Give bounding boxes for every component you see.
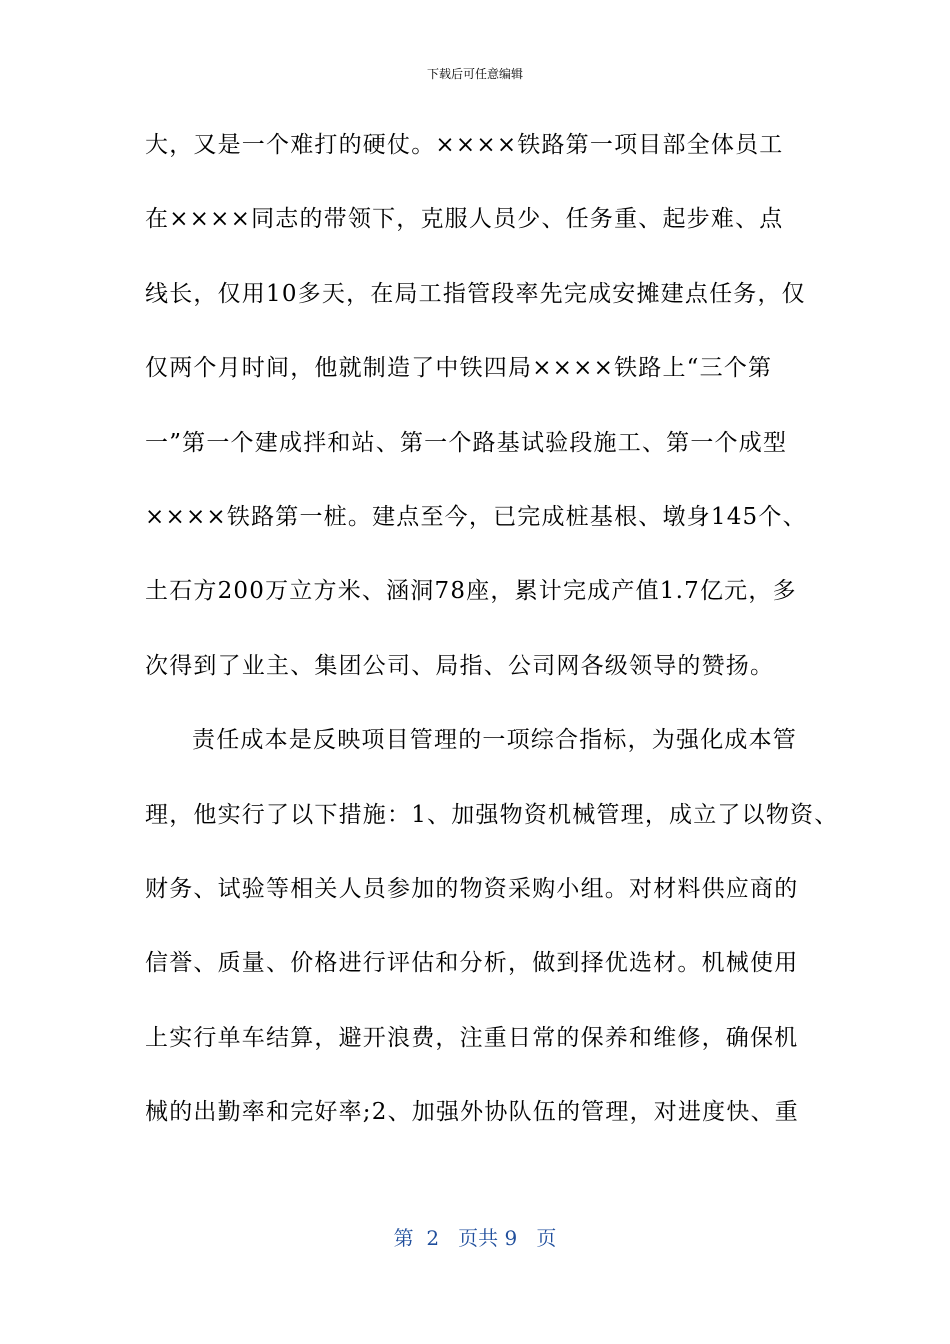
paragraph-start-line: 责任成本是反映项目管理的一项综合指标，为强化成本管 [192, 727, 797, 754]
page-header: 下载后可任意编辑 [426, 67, 523, 81]
text-line: ××××铁路第一桩。建点至今，已完成桩基根、墩身145个、 [145, 503, 807, 530]
text-line: 一”第一个建成拌和站、第一个路基试验段施工、第一个成型 [145, 429, 788, 456]
text-line: 在××××同志的带领下，克服人员少、任务重、起步难、点 [145, 206, 784, 233]
body-text [145, 124, 839, 1165]
text-line: 土石方200万立方米、涵洞78座，累计完成产值1.7亿元，多 [145, 578, 797, 605]
text-line: 信誉、质量、价格进行评估和分析，做到择优选材。机械使用 [145, 950, 799, 977]
text-line: 上实行单车结算，避开浪费，注重日常的保养和维修，确保机 [145, 1024, 799, 1051]
page-number-footer: 第 2 页共 9 页 [393, 1226, 557, 1250]
text-line: 线长，仅用10多天，在局工指管段率先完成安摊建点任务，仅 [145, 280, 806, 307]
text-line: 次得到了业主、集团公司、局指、公司网各级领导的赞扬。 [145, 652, 775, 679]
text-line: 仅两个月时间，他就制造了中铁四局××××铁路上“三个第 [145, 355, 773, 382]
text-line: 财务、试验等相关人员参加的物资采购小组。对材料供应商的 [145, 875, 799, 902]
text-line: 械的出勤率和完好率;2、加强外协队伍的管理，对进度快、重 [145, 1099, 799, 1126]
text-line: 理，他实行了以下措施：1、加强物资机械管理，成立了以物资、 [145, 801, 839, 828]
text-line: 大，又是一个难打的硬仗。××××铁路第一项目部全体员工 [145, 132, 784, 158]
